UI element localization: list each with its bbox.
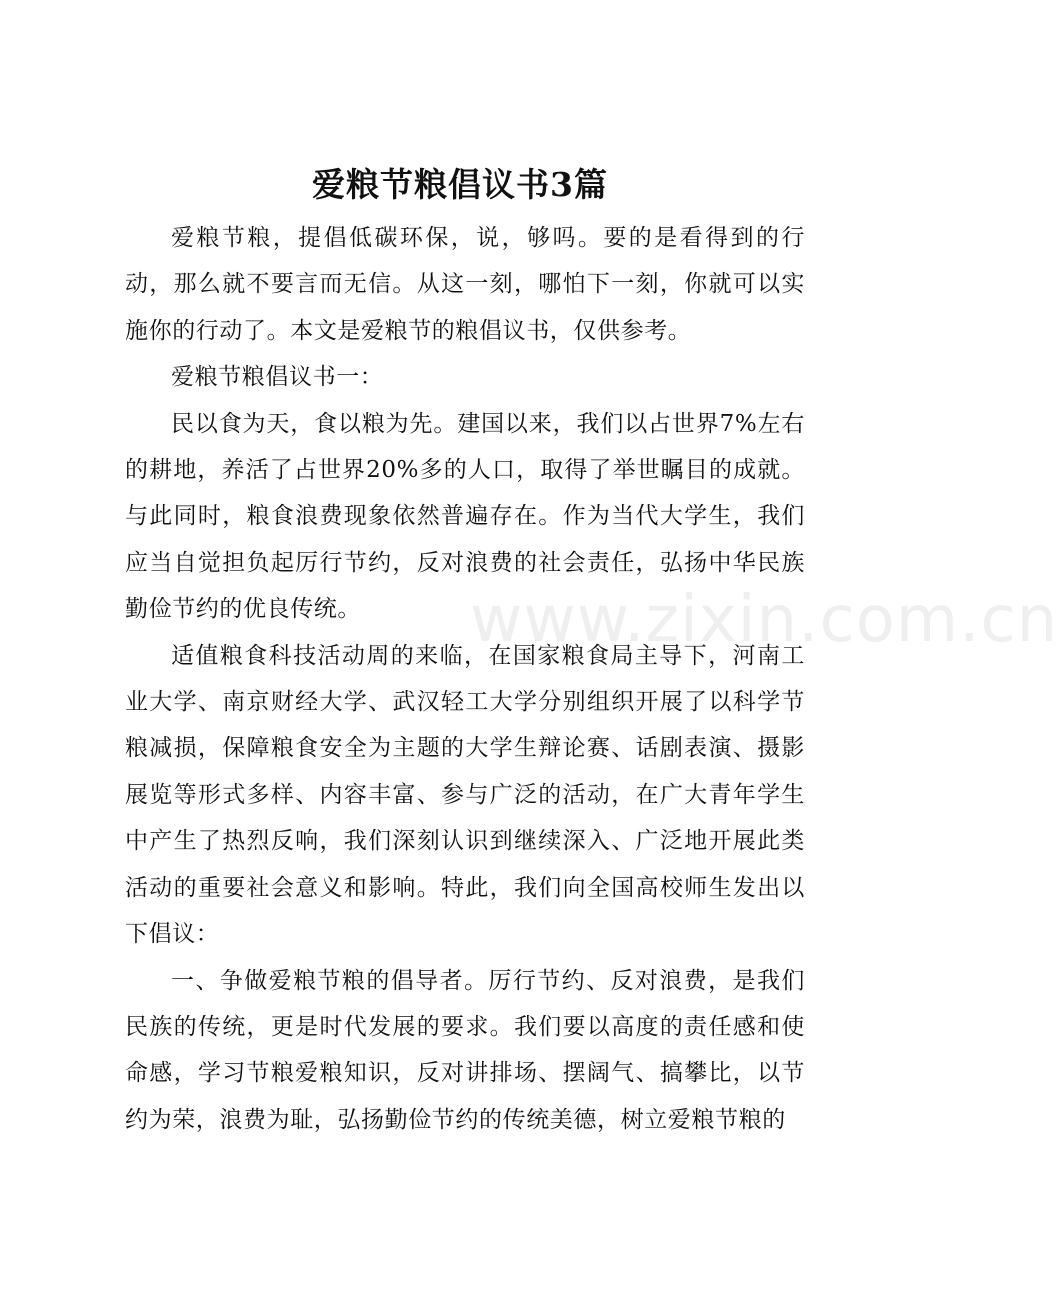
document-body [125,215,805,1143]
paragraph-section-heading: 爱粮节粮倡议书一： [171,364,384,391]
watermark: www.zixin.com.cn [470,583,1058,657]
paragraph: 一、争做爱粮节粮的倡导者。厉行节约、反对浪费，是我们民族的传统，更是时代发展的要求。我们要以高度的责任感和使命感，学习节粮爱粮知识，反对讲排场、摆阔气、搞攀比，以节约为荣，浪费为耻，弘扬勤俭节约的传统美德，树立爱粮节粮的 [125,967,805,1133]
paragraph-intro: 爱粮节粮，提倡低碳环保，说，够吗。要的是看得到的行动，那么就不要言而无信。从这一刻，哪怕下一刻，你就可以实施你的行动了。本文是爱粮节的粮倡议书，仅供参考。 [125,225,805,344]
document-title: 爱粮节粮倡议书3篇 [312,165,608,204]
paragraph: 民以食为天，食以粮为先。建国以来，我们以占世界7%左右的耕地，养活了占世界20%多的人口，取得了举世瞩目的成就。与此同时，粮食浪费现象依然普遍存在。作为当代大学生，我们应当自觉担负起厉行节约，反对浪费的社会责任，弘扬中华民族勤俭节约的优良传统。 [125,410,806,623]
paragraph: 适值粮食科技活动周的来临，在国家粮食局主导下，河南工业大学、南京财经大学、武汉轻工大学分别组织开展了以科学节粮减损，保障粮食安全为主题的大学生辩论赛、话剧表演、摄影展览等形式多样、内容丰富、参与广泛的活动，在广大青年学生中产生了热烈反响，我们深刻认识到继续深入、广泛地开展此类活动的重要社会意义和影响。特此，我们向全国高校师生发出以下倡议： [125,642,805,948]
